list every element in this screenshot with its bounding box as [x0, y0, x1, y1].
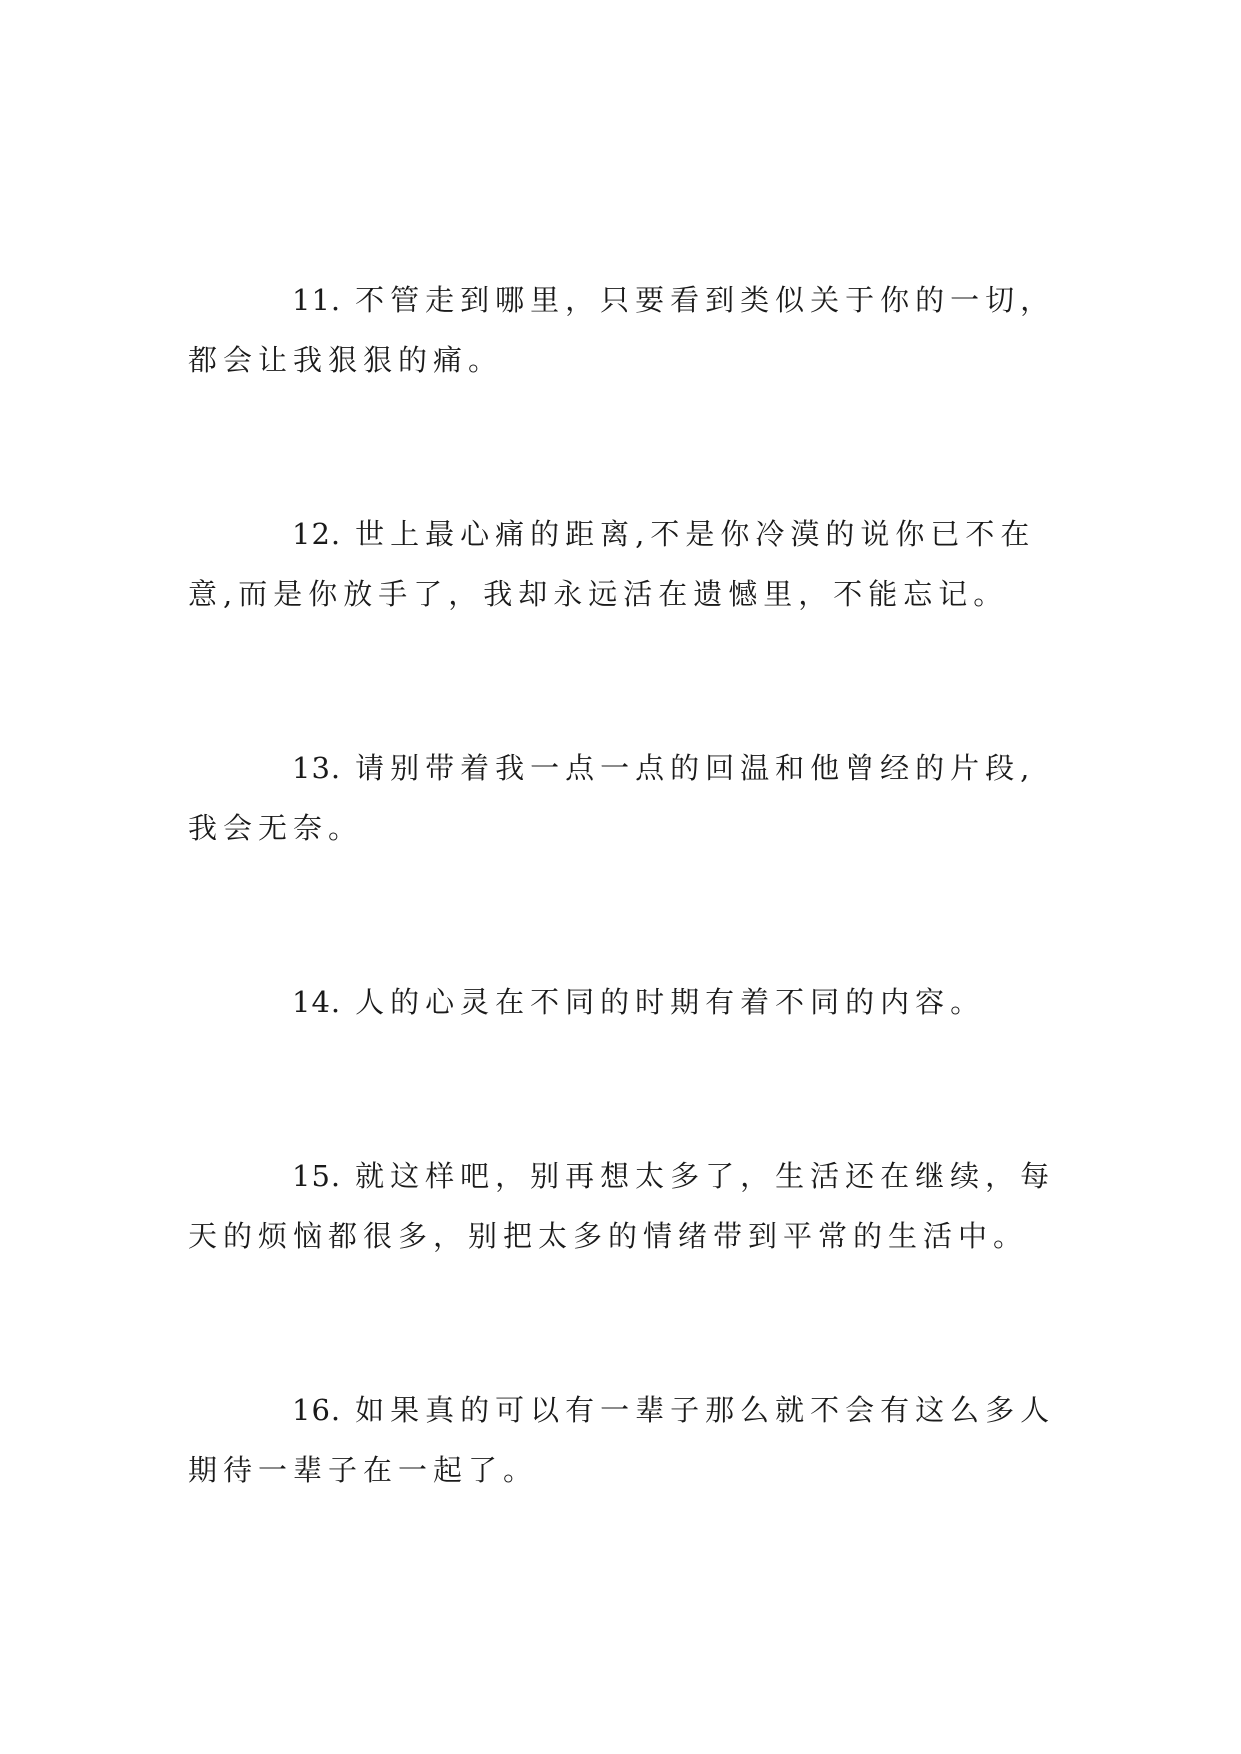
paragraph-14 [188, 972, 1058, 1032]
paragraph-number: 14. [292, 985, 342, 1019]
paragraph-number: 11. [292, 283, 342, 317]
paragraph-text: 就这样吧，别再想太多了，生活还在继续，每天的烦恼都很多，别把太多的情绪带到平常的生活中。 [188, 1159, 1056, 1253]
paragraph-number: 16. [292, 1393, 342, 1427]
paragraph-11 [188, 270, 1058, 390]
paragraph-number: 12. [292, 517, 342, 551]
paragraph-text: 世上最心痛的距离,不是你冷漠的说你已不在意,而是你放手了，我却永远活在遗憾里，不能忘记。 [188, 517, 1036, 611]
paragraph-12 [188, 504, 1058, 624]
paragraph-number: 15. [292, 1159, 342, 1193]
paragraph-13 [188, 738, 1058, 858]
paragraph-text: 不管走到哪里，只要看到类似关于你的一切，都会让我狠狠的痛。 [188, 283, 1056, 377]
paragraph-text: 请别带着我一点一点的回温和他曾经的片段,我会无奈。 [188, 751, 1036, 845]
paragraph-15 [188, 1146, 1058, 1266]
paragraph-16 [188, 1380, 1058, 1500]
paragraph-text: 人的心灵在不同的时期有着不同的内容。 [355, 985, 986, 1019]
paragraph-number: 13. [292, 751, 342, 785]
paragraph-text: 如果真的可以有一辈子那么就不会有这么多人期待一辈子在一起了。 [188, 1393, 1056, 1487]
